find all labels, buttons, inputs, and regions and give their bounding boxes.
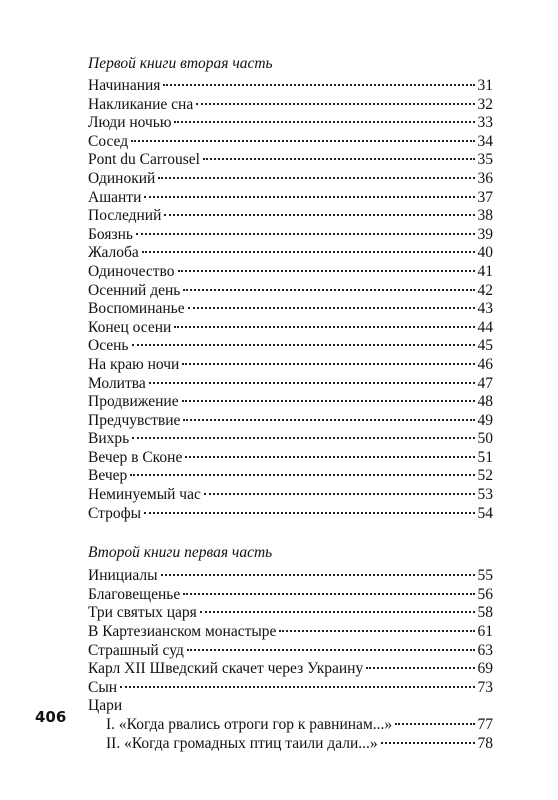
- entry-page-number: 48: [477, 393, 493, 411]
- entry-page-number: 54: [477, 504, 493, 522]
- entry-page-number: 77: [477, 716, 493, 733]
- dot-leader: [185, 456, 474, 458]
- entry-title: В Картезианском монастыре: [88, 623, 277, 641]
- toc-entry: [88, 430, 493, 449]
- toc-entry: [88, 697, 493, 716]
- dot-leader: [279, 630, 474, 632]
- dot-leader: [381, 742, 475, 744]
- toc-entry: [88, 505, 493, 524]
- toc-entry: [88, 735, 493, 754]
- toc-entry: [88, 96, 493, 115]
- dot-leader: [163, 84, 474, 86]
- dot-leader: [183, 289, 474, 291]
- entry-title: Страшный суд: [88, 641, 184, 659]
- dot-leader: [395, 723, 474, 725]
- entry-title: Осенний день: [88, 281, 181, 299]
- entry-title: Вечер в Сконе: [88, 448, 183, 466]
- entry-title: Вечер: [88, 467, 128, 485]
- entry-page-number: 43: [477, 300, 493, 318]
- entry-page-number: 37: [477, 188, 493, 206]
- entry-title: Последний: [88, 207, 162, 225]
- toc-entry: [88, 486, 493, 505]
- entry-page-number: 45: [477, 337, 493, 355]
- entry-title: I. «Когда рвались отроги гор к равнинам...»: [106, 716, 393, 733]
- dot-leader: [196, 103, 474, 105]
- dot-leader: [149, 382, 475, 384]
- entry-title: Ашанти: [88, 188, 142, 206]
- entry-title: Конец осени: [88, 318, 172, 336]
- section-title: Первой книги вторая часть: [88, 55, 273, 72]
- entry-title: Одиночество: [88, 262, 175, 280]
- entry-title: Жалоба: [88, 244, 139, 262]
- entry-page-number: 69: [477, 660, 493, 678]
- toc-entry: [88, 244, 493, 263]
- toc-entry: [88, 189, 493, 208]
- dot-leader: [182, 363, 474, 365]
- entry-title: Три святых царя: [88, 604, 197, 622]
- toc-entry: [88, 660, 493, 679]
- entry-page-number: 42: [477, 281, 493, 299]
- entry-page-number: 51: [477, 448, 493, 466]
- entry-title: II. «Когда громадных птиц таили дали...»: [106, 734, 378, 752]
- entry-title: На краю ночи: [88, 355, 180, 373]
- entry-page-number: 53: [477, 486, 493, 504]
- dot-leader: [131, 140, 474, 142]
- entry-page-number: 55: [477, 567, 493, 585]
- dot-leader: [120, 686, 474, 688]
- entry-page-number: 61: [477, 623, 493, 641]
- toc-entry: [88, 449, 493, 468]
- entry-page-number: 40: [477, 244, 493, 262]
- toc-entry: [88, 412, 493, 431]
- entry-title: Pont du Carrousel: [88, 151, 200, 169]
- toc-entry: [88, 207, 493, 226]
- dot-leader: [164, 214, 474, 216]
- entry-page-number: 73: [477, 678, 493, 696]
- dot-leader: [132, 344, 475, 346]
- entry-title: Боязнь: [88, 225, 133, 243]
- dot-leader: [174, 121, 474, 123]
- dot-leader: [188, 307, 475, 309]
- dot-leader: [204, 493, 475, 495]
- entry-page-number: 56: [477, 585, 493, 603]
- dot-leader: [183, 419, 474, 421]
- entry-title: Начинания: [88, 77, 161, 94]
- entry-page-number: 63: [477, 641, 493, 659]
- entry-title: Строфы: [88, 504, 142, 522]
- entry-page-number: 78: [477, 734, 493, 752]
- dot-leader: [144, 512, 474, 514]
- entry-title: Накликание сна: [88, 95, 194, 113]
- dot-leader: [144, 196, 474, 198]
- entry-title: Карл XII Шведский скачет через Украину: [88, 660, 364, 678]
- entry-title: Продвижение: [88, 393, 179, 411]
- toc-entry: [88, 679, 493, 698]
- entry-title: Благовещенье: [88, 585, 181, 603]
- entry-title: Осень: [88, 337, 129, 355]
- entry-page-number: 35: [477, 151, 493, 169]
- toc-entry: [88, 77, 493, 96]
- dot-leader: [158, 177, 474, 179]
- entry-page-number: 46: [477, 355, 493, 373]
- toc-section-2: [88, 567, 493, 753]
- dot-leader: [142, 251, 475, 253]
- entry-title: Инициалы: [88, 567, 158, 585]
- entry-title: Цари: [88, 697, 123, 715]
- entry-title: Молитва: [88, 374, 146, 392]
- toc-entry: [88, 375, 493, 394]
- entry-page-number: 50: [477, 430, 493, 448]
- section-title: Второй книги первая часть: [88, 544, 273, 562]
- toc-entry: [88, 300, 493, 319]
- entry-page-number: 44: [477, 318, 493, 336]
- toc-entry: [88, 642, 493, 661]
- dot-leader: [136, 233, 475, 235]
- entry-title: Одинокий: [88, 169, 156, 187]
- toc-entry: [88, 604, 493, 623]
- toc-entry: [88, 567, 493, 586]
- dot-leader: [132, 437, 474, 439]
- entry-page-number: 49: [477, 411, 493, 429]
- entry-page-number: 41: [477, 262, 493, 280]
- entry-page-number: 38: [477, 207, 493, 225]
- entry-page-number: 52: [477, 467, 493, 485]
- dot-leader: [174, 326, 474, 328]
- entry-title: Воспоминанье: [88, 300, 185, 318]
- toc-entry: [88, 319, 493, 338]
- toc-entry: [88, 337, 493, 356]
- entry-title: Вихрь: [88, 430, 130, 448]
- toc-entry: [88, 114, 493, 133]
- toc-entry: [88, 170, 493, 189]
- toc-entry: [88, 151, 493, 170]
- entry-page-number: 58: [477, 604, 493, 622]
- toc-entry: [88, 263, 493, 282]
- toc-entry: [88, 393, 493, 412]
- page-number: 406: [35, 708, 67, 726]
- toc-entry: [88, 282, 493, 301]
- entry-page-number: 34: [477, 132, 493, 150]
- dot-leader: [366, 667, 474, 669]
- entry-page-number: 39: [477, 225, 493, 243]
- entry-page-number: 36: [477, 169, 493, 187]
- entry-title: Сын: [88, 678, 118, 696]
- toc-entry: [88, 716, 493, 735]
- dot-leader: [161, 574, 475, 576]
- dot-leader: [200, 611, 475, 613]
- toc-entry: [88, 226, 493, 245]
- entry-page-number: 31: [477, 77, 493, 94]
- entry-page-number: 32: [477, 95, 493, 113]
- toc-entry: [88, 467, 493, 486]
- entry-page-number: 47: [477, 374, 493, 392]
- dot-leader: [187, 649, 475, 651]
- dot-leader: [178, 270, 475, 272]
- entry-title: Люди ночью: [88, 114, 172, 132]
- entry-title: Сосед: [88, 132, 129, 150]
- toc-entry: [88, 356, 493, 375]
- dot-leader: [130, 474, 474, 476]
- toc-entry: [88, 133, 493, 152]
- toc-entry: [88, 623, 493, 642]
- entry-title: Неминуемый час: [88, 486, 201, 504]
- toc-entry: [88, 586, 493, 605]
- dot-leader: [203, 158, 475, 160]
- entry-page-number: 33: [477, 114, 493, 132]
- table-of-contents: [88, 54, 493, 753]
- dot-leader: [182, 400, 475, 402]
- dot-leader: [183, 593, 474, 595]
- toc-section-1: [88, 77, 493, 523]
- entry-title: Предчувствие: [88, 411, 181, 429]
